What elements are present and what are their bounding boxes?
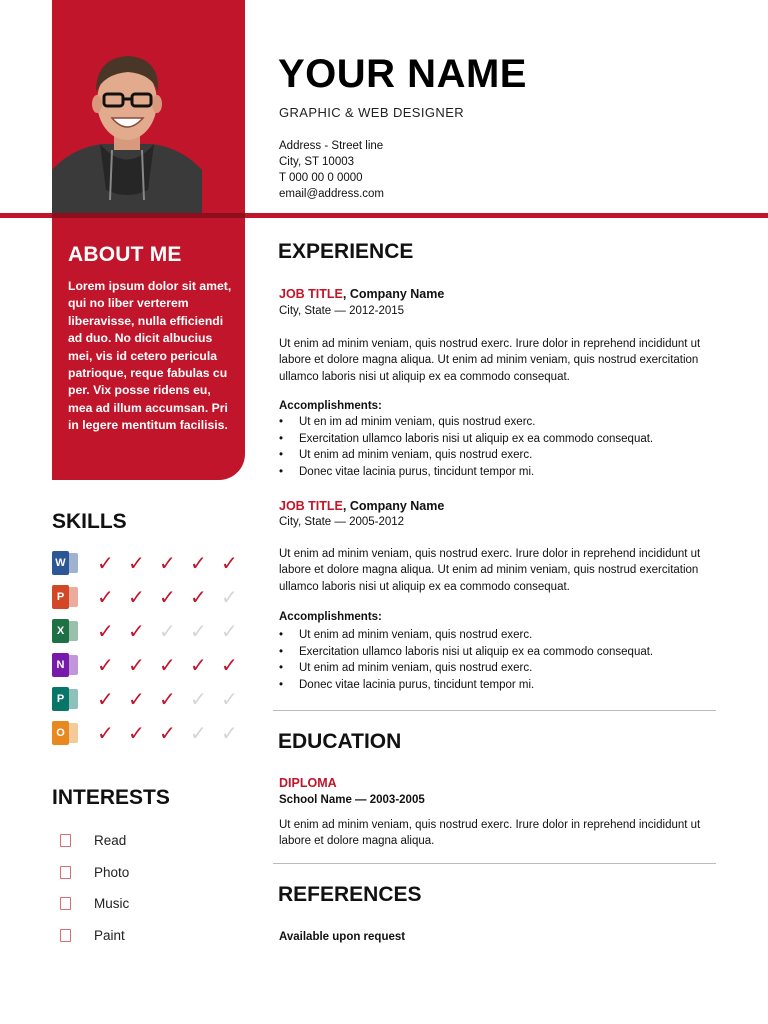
check-empty-icon: ✓	[159, 619, 176, 643]
references-text: Available upon request	[279, 931, 406, 943]
check-empty-icon: ✓	[190, 619, 207, 643]
accomplishments-label: Accomplishments:	[279, 400, 382, 412]
check-filled-icon: ✓	[221, 551, 238, 575]
check-filled-icon: ✓	[128, 619, 145, 643]
list-item: • Ut enim ad minim veniam, quis nostrud exerc.	[279, 627, 653, 644]
check-empty-icon: ✓	[221, 585, 238, 609]
skill-rating	[97, 653, 252, 677]
school-name: School Name — 2003-2005	[279, 794, 425, 806]
check-filled-icon: ✓	[159, 653, 176, 677]
check-filled-icon: ✓	[128, 551, 145, 575]
check-empty-icon: ✓	[190, 721, 207, 745]
contact-email[interactable]: email@address.com	[279, 188, 384, 200]
check-empty-icon: ✓	[221, 619, 238, 643]
checkbox-icon[interactable]	[60, 929, 71, 942]
list-item: • Ut enim ad minim veniam, quis nostrud exerc.	[279, 660, 653, 677]
word-icon: W	[52, 551, 78, 575]
check-filled-icon: ✓	[97, 721, 114, 745]
check-filled-icon: ✓	[190, 653, 207, 677]
interest-label: Paint	[94, 927, 125, 943]
check-filled-icon: ✓	[97, 551, 114, 575]
skill-row	[52, 618, 252, 644]
job-description: Ut enim ad minim veniam, quis nostrud exerc. Irure dolor in reprehend incididunt ut labore et dolore magna aliqua. Ut enim ad minim veniam, quis nostrud exercitation ullamco laboris nisi ut aliquip ex ea commodo consequat.	[279, 338, 701, 383]
section-divider	[273, 863, 716, 864]
job-heading	[279, 499, 444, 513]
list-item: • Ut enim ad minim veniam, quis nostrud exerc.	[279, 447, 653, 464]
powerpoint-icon: P	[52, 585, 78, 609]
check-filled-icon: ✓	[221, 653, 238, 677]
skill-row	[52, 720, 252, 746]
checkbox-icon[interactable]	[60, 897, 71, 910]
excel-icon: X	[52, 619, 78, 643]
accomplishments-list	[279, 627, 653, 694]
checkbox-icon[interactable]	[60, 866, 71, 879]
job-location-dates: City, State — 2005-2012	[279, 516, 405, 528]
job-location-dates: City, State — 2012-2015	[279, 305, 405, 317]
degree-title: DIPLOMA	[279, 776, 337, 790]
interest-label: Music	[94, 895, 130, 911]
degree-heading	[279, 776, 337, 790]
about-text: Lorem ipsum dolor sit amet, qui no liber verterem liberavisse, nulla efficiendi ad duo. No dicit albucius mei, vis id cetero pericula patrioque, reque fabulas cu per. Vix posse ridens eu, mea ad illum accumsan. Pri in legere mentitum facilisis.	[68, 279, 232, 433]
check-filled-icon: ✓	[128, 585, 145, 609]
interest-item	[60, 893, 129, 913]
skill-rating	[97, 619, 252, 643]
company-name: , Company Name	[342, 499, 445, 513]
office-icon: O	[52, 721, 78, 745]
contact-city: City, ST 10003	[279, 156, 355, 168]
list-item: • Exercitation ullamco laboris nisi ut aliquip ex ea commodo consequat.	[279, 644, 653, 661]
skill-rating	[97, 721, 252, 745]
job-title: JOB TITLE	[279, 287, 343, 301]
profile-photo	[52, 40, 202, 215]
publisher-icon: P	[52, 687, 78, 711]
interest-item	[60, 862, 129, 882]
check-filled-icon: ✓	[97, 619, 114, 643]
references-title: REFERENCES	[278, 883, 422, 906]
contact-phone: T 000 00 0 0000	[279, 172, 363, 184]
interests-title: INTERESTS	[52, 786, 170, 809]
skills-title: SKILLS	[52, 510, 127, 533]
check-filled-icon: ✓	[190, 585, 207, 609]
check-filled-icon: ✓	[97, 687, 114, 711]
check-empty-icon: ✓	[190, 687, 207, 711]
interest-label: Photo	[94, 864, 130, 880]
contact-address: Address - Street line	[279, 140, 384, 152]
interest-item	[60, 925, 125, 945]
check-filled-icon: ✓	[128, 653, 145, 677]
skill-row	[52, 550, 252, 576]
check-empty-icon: ✓	[221, 721, 238, 745]
job-heading	[279, 287, 444, 301]
skill-row	[52, 652, 252, 678]
skill-row	[52, 686, 252, 712]
check-filled-icon: ✓	[128, 721, 145, 745]
onenote-icon: N	[52, 653, 78, 677]
role-subtitle: GRAPHIC & WEB DESIGNER	[279, 105, 465, 120]
name-heading: YOUR NAME	[278, 52, 527, 96]
list-item: • Ut en im ad minim veniam, quis nostrud exerc.	[279, 414, 653, 431]
header-divider-accent	[52, 213, 245, 218]
list-item: • Exercitation ullamco laboris nisi ut aliquip ex ea commodo consequat.	[279, 431, 653, 448]
check-filled-icon: ✓	[159, 687, 176, 711]
accomplishments-list	[279, 414, 653, 481]
check-filled-icon: ✓	[159, 721, 176, 745]
list-item: • Donec vitae lacinia purus, tincidunt tempor mi.	[279, 464, 653, 481]
list-item: • Donec vitae lacinia purus, tincidunt tempor mi.	[279, 677, 653, 694]
check-filled-icon: ✓	[159, 551, 176, 575]
check-filled-icon: ✓	[97, 653, 114, 677]
check-empty-icon: ✓	[221, 687, 238, 711]
education-title: EDUCATION	[278, 730, 402, 753]
job-description: Ut enim ad minim veniam, quis nostrud exerc. Irure dolor in reprehend incididunt ut labore et dolore magna aliqua. Ut enim ad minim veniam, quis nostrud exercitation ullamco laboris nisi ut aliquip ex ea commodo consequat.	[279, 548, 701, 593]
section-divider	[273, 710, 716, 711]
about-title: ABOUT ME	[68, 243, 182, 266]
check-filled-icon: ✓	[128, 687, 145, 711]
experience-title: EXPERIENCE	[278, 240, 414, 263]
education-description: Ut enim ad minim veniam, quis nostrud exerc. Irure dolor in reprehend incididunt ut labore et dolore magna aliqua.	[279, 819, 701, 848]
accomplishments-label: Accomplishments:	[279, 611, 382, 623]
check-filled-icon: ✓	[97, 585, 114, 609]
skill-rating	[97, 551, 252, 575]
interest-label: Read	[94, 832, 127, 848]
company-name: , Company Name	[342, 287, 445, 301]
skill-rating	[97, 585, 252, 609]
interest-item	[60, 830, 126, 850]
skill-row	[52, 584, 252, 610]
skill-rating	[97, 687, 252, 711]
check-filled-icon: ✓	[190, 551, 207, 575]
checkbox-icon[interactable]	[60, 834, 71, 847]
job-title: JOB TITLE	[279, 499, 343, 513]
check-filled-icon: ✓	[159, 585, 176, 609]
